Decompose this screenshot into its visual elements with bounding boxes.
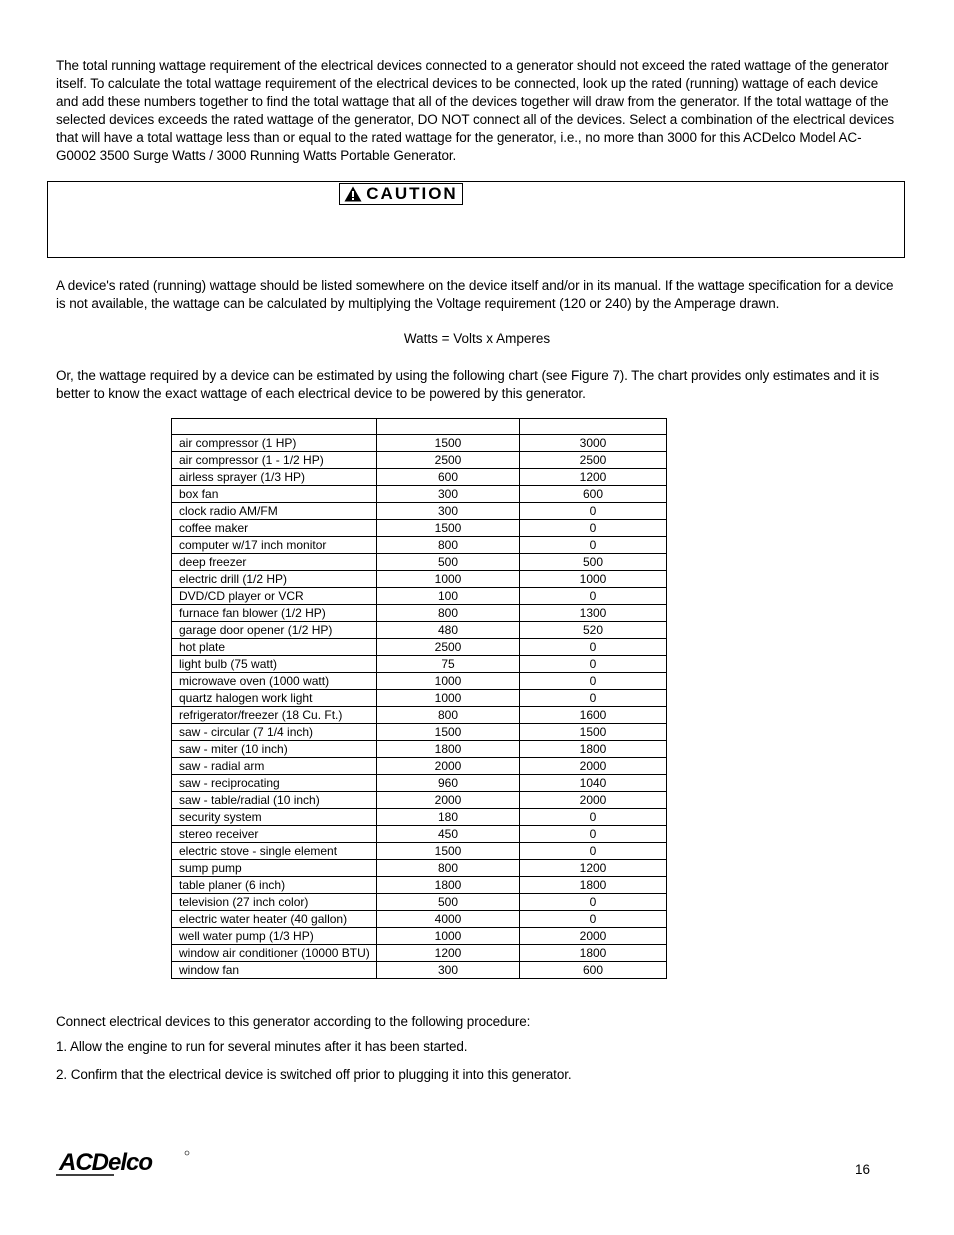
device-name-cell: sump pump [172, 860, 377, 877]
device-name-cell: security system [172, 809, 377, 826]
running-watts-cell: 1500 [377, 520, 520, 537]
device-name-cell: microwave oven (1000 watt) [172, 673, 377, 690]
procedure-intro: Connect electrical devices to this generator according to the following procedure: [56, 1014, 531, 1029]
running-watts-cell: 600 [377, 469, 520, 486]
table-row [172, 826, 667, 843]
running-watts-cell: 1000 [377, 928, 520, 945]
running-watts-cell: 75 [377, 656, 520, 673]
device-name-cell: quartz halogen work light [172, 690, 377, 707]
running-watts-cell: 2500 [377, 639, 520, 656]
running-watts-cell: 1500 [377, 724, 520, 741]
table-row [172, 911, 667, 928]
running-watts-cell: 180 [377, 809, 520, 826]
starting-watts-cell: 2500 [520, 452, 667, 469]
rated-wattage-paragraph: A device's rated (running) wattage should be listed somewhere on the device itself and/or in its manual. If the wattage specification for a device is not available, the wattage can be calculated by multiplying the Voltage requirement (120 or 240) by the Amperage drawn. [56, 278, 894, 311]
table-row [172, 860, 667, 877]
table-row [172, 605, 667, 622]
table-row [172, 775, 667, 792]
running-watts-cell: 480 [377, 622, 520, 639]
running-watts-cell: 1800 [377, 741, 520, 758]
running-watts-cell: 450 [377, 826, 520, 843]
estimate-paragraph: Or, the wattage required by a device can be estimated by using the following chart (see Figure 7). The chart provides only estimates and it is better to know the exact wattage of each electrical device to be powered by this generator. [56, 368, 879, 401]
starting-watts-cell: 1040 [520, 775, 667, 792]
acdelco-logo [56, 1148, 191, 1178]
table-row [172, 707, 667, 724]
table-row [172, 469, 667, 486]
starting-watts-cell: 0 [520, 894, 667, 911]
svg-text:ACDelco: ACDelco [59, 1149, 153, 1176]
device-name-cell: DVD/CD player or VCR [172, 588, 377, 605]
device-name-cell: airless sprayer (1/3 HP) [172, 469, 377, 486]
device-name-cell: electric water heater (40 gallon) [172, 911, 377, 928]
table-row [172, 758, 667, 775]
table-row [172, 673, 667, 690]
caution-text: CAUTION [366, 184, 458, 203]
table-body [172, 435, 667, 979]
starting-watts-cell: 0 [520, 639, 667, 656]
table-row [172, 877, 667, 894]
device-name-cell: light bulb (75 watt) [172, 656, 377, 673]
starting-watts-cell: 0 [520, 843, 667, 860]
table-row [172, 741, 667, 758]
device-name-cell: saw - radial arm [172, 758, 377, 775]
running-watts-cell: 300 [377, 962, 520, 979]
running-watts-cell: 1000 [377, 673, 520, 690]
device-name-cell: clock radio AM/FM [172, 503, 377, 520]
table-row [172, 435, 667, 452]
table-row [172, 588, 667, 605]
starting-watts-cell: 1800 [520, 877, 667, 894]
running-watts-cell: 2500 [377, 452, 520, 469]
starting-watts-cell: 1300 [520, 605, 667, 622]
table-header-cell [172, 419, 377, 435]
device-name-cell: refrigerator/freezer (18 Cu. Ft.) [172, 707, 377, 724]
table-row [172, 809, 667, 826]
running-watts-cell: 1000 [377, 571, 520, 588]
starting-watts-cell: 2000 [520, 928, 667, 945]
starting-watts-cell: 0 [520, 537, 667, 554]
starting-watts-cell: 0 [520, 809, 667, 826]
device-name-cell: garage door opener (1/2 HP) [172, 622, 377, 639]
table-row [172, 503, 667, 520]
device-name-cell: hot plate [172, 639, 377, 656]
caution-box [47, 181, 905, 258]
device-name-cell: stereo receiver [172, 826, 377, 843]
device-name-cell: window fan [172, 962, 377, 979]
caution-label [339, 183, 463, 205]
running-watts-cell: 1800 [377, 877, 520, 894]
starting-watts-cell: 0 [520, 911, 667, 928]
warning-triangle-icon [344, 186, 362, 202]
wattage-table [171, 418, 667, 979]
table-row [172, 962, 667, 979]
starting-watts-cell: 1800 [520, 945, 667, 962]
device-name-cell: furnace fan blower (1/2 HP) [172, 605, 377, 622]
starting-watts-cell: 520 [520, 622, 667, 639]
device-name-cell: box fan [172, 486, 377, 503]
running-watts-cell: 1500 [377, 843, 520, 860]
table-row [172, 452, 667, 469]
device-name-cell: air compressor (1 HP) [172, 435, 377, 452]
starting-watts-cell: 1600 [520, 707, 667, 724]
table-row [172, 486, 667, 503]
starting-watts-cell: 0 [520, 588, 667, 605]
device-name-cell: saw - circular (7 1/4 inch) [172, 724, 377, 741]
running-watts-cell: 800 [377, 860, 520, 877]
starting-watts-cell: 600 [520, 486, 667, 503]
running-watts-cell: 1200 [377, 945, 520, 962]
table-row [172, 690, 667, 707]
starting-watts-cell: 1500 [520, 724, 667, 741]
table-row [172, 537, 667, 554]
running-watts-cell: 2000 [377, 792, 520, 809]
running-watts-cell: 800 [377, 707, 520, 724]
device-name-cell: deep freezer [172, 554, 377, 571]
starting-watts-cell: 0 [520, 656, 667, 673]
table-row [172, 622, 667, 639]
table-row [172, 928, 667, 945]
procedure-step-1: 1. Allow the engine to run for several minutes after it has been started. [56, 1039, 468, 1054]
device-name-cell: coffee maker [172, 520, 377, 537]
starting-watts-cell: 1000 [520, 571, 667, 588]
starting-watts-cell: 1200 [520, 469, 667, 486]
device-name-cell: television (27 inch color) [172, 894, 377, 911]
device-name-cell: well water pump (1/3 HP) [172, 928, 377, 945]
starting-watts-cell: 0 [520, 690, 667, 707]
table-row [172, 792, 667, 809]
procedure-step-2: 2. Confirm that the electrical device is switched off prior to plugging it into this generator. [56, 1067, 572, 1082]
running-watts-cell: 1500 [377, 435, 520, 452]
starting-watts-cell: 0 [520, 673, 667, 690]
table-header-row [172, 419, 667, 435]
device-name-cell: computer w/17 inch monitor [172, 537, 377, 554]
table-row [172, 894, 667, 911]
device-name-cell: electric drill (1/2 HP) [172, 571, 377, 588]
starting-watts-cell: 0 [520, 520, 667, 537]
table-row [172, 554, 667, 571]
running-watts-cell: 800 [377, 537, 520, 554]
running-watts-cell: 4000 [377, 911, 520, 928]
table-row [172, 843, 667, 860]
table-row [172, 639, 667, 656]
running-watts-cell: 300 [377, 503, 520, 520]
device-name-cell: air compressor (1 - 1/2 HP) [172, 452, 377, 469]
running-watts-cell: 500 [377, 554, 520, 571]
table-row [172, 724, 667, 741]
starting-watts-cell: 1200 [520, 860, 667, 877]
table-header-cell [520, 419, 667, 435]
device-name-cell: window air conditioner (10000 BTU) [172, 945, 377, 962]
table-row [172, 656, 667, 673]
intro-paragraph: The total running wattage requirement of the electrical devices connected to a generator should not exceed the rated wattage of the generator itself. To calculate the total wattage requirement of the electrical devices to be connected, look up the rated (running) wattage of each device and add these numbers together to find the total wattage that all of the devices together will draw from the generator. If the total wattage of the selected devices exceeds the rated wattage of the generator, DO NOT connect all of the devices. Select a combination of the electrical devices that will have a total wattage less than or equal to the rated wattage for the generator, i.e., no more than 3000 for this ACDelco Model AC-G0002 3500 Surge Watts / 3000 Running Watts Portable Generator. [56, 58, 895, 163]
table-row [172, 571, 667, 588]
starting-watts-cell: 2000 [520, 792, 667, 809]
starting-watts-cell: 1800 [520, 741, 667, 758]
starting-watts-cell: 2000 [520, 758, 667, 775]
device-name-cell: saw - miter (10 inch) [172, 741, 377, 758]
starting-watts-cell: 0 [520, 826, 667, 843]
page-number: 16 [855, 1162, 871, 1177]
table-row [172, 520, 667, 537]
table-header-cell [377, 419, 520, 435]
device-name-cell: saw - reciprocating [172, 775, 377, 792]
starting-watts-cell: 0 [520, 503, 667, 520]
starting-watts-cell: 600 [520, 962, 667, 979]
wattage-formula: Watts = Volts x Amperes [403, 331, 551, 346]
starting-watts-cell: 500 [520, 554, 667, 571]
running-watts-cell: 300 [377, 486, 520, 503]
running-watts-cell: 960 [377, 775, 520, 792]
running-watts-cell: 100 [377, 588, 520, 605]
device-name-cell: table planer (6 inch) [172, 877, 377, 894]
running-watts-cell: 500 [377, 894, 520, 911]
table-row [172, 945, 667, 962]
running-watts-cell: 1000 [377, 690, 520, 707]
running-watts-cell: 800 [377, 605, 520, 622]
running-watts-cell: 2000 [377, 758, 520, 775]
starting-watts-cell: 3000 [520, 435, 667, 452]
device-name-cell: saw - table/radial (10 inch) [172, 792, 377, 809]
device-name-cell: electric stove - single element [172, 843, 377, 860]
